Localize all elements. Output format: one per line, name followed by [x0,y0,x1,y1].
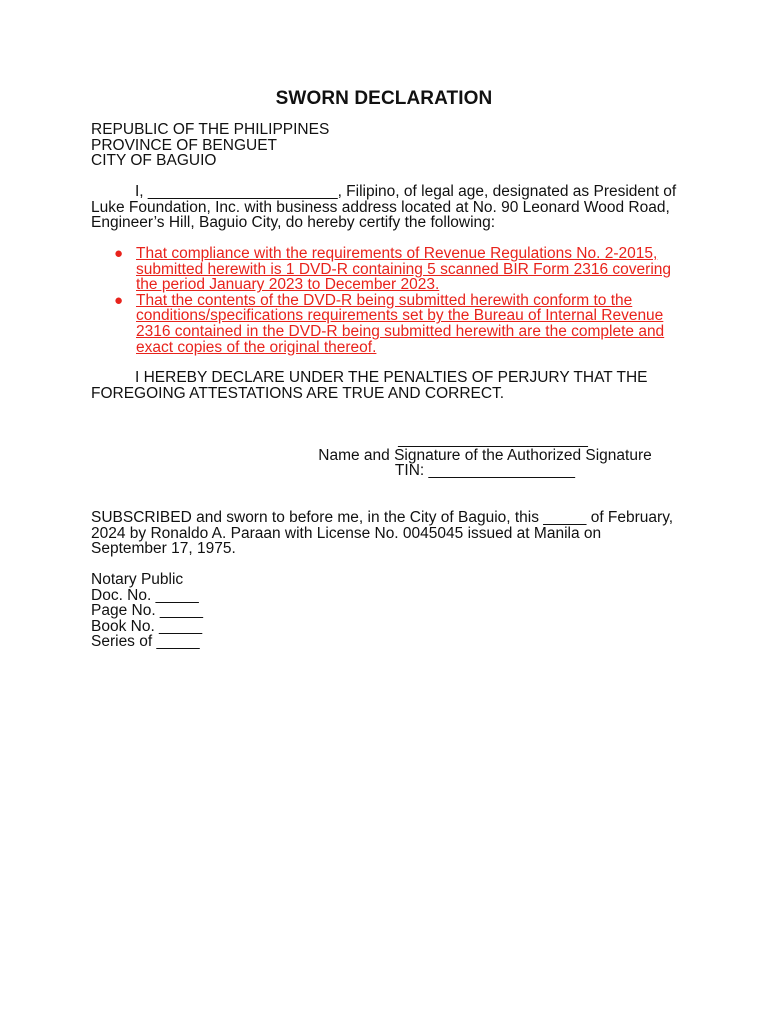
subscribed-paragraph: SUBSCRIBED and sworn to before me, in the City of Baguio, this _____ of February, 2024 by Ronaldo A. Paraan with License No. 0045045 issued at Manila on September 17, 1975. [91,509,674,558]
venue-line-province: PROVINCE OF BENGUET [91,136,278,154]
page-no-field: Page No. _____ [91,602,204,620]
venue-line-republic: REPUBLIC OF THE PHILIPPINES [91,121,330,138]
doc-no-field: Doc. No. _____ [91,586,199,604]
signature-label: Name and Signature of the Authorized Signature [318,446,652,464]
declaration-text: I HEREBY DECLARE UNDER THE PENALTIES OF PERJURY THAT THE FOREGOING ATTESTATIONS ARE TRUE AND CORRECT. [91,369,648,402]
notary-title: Notary Public [91,571,184,588]
attestation-list [91,246,691,355]
notary-block [91,572,681,650]
bullet-icon: ● [114,245,124,262]
tin-field: TIN: _________________ [394,462,576,480]
signature-line: ______________________ [398,431,588,448]
attestation-item [91,293,691,355]
document-title: SWORN DECLARATION [275,88,493,109]
attestation-item [91,246,691,293]
intro-paragraph [91,184,681,231]
book-no-field: Book No. _____ [91,617,203,635]
series-field: Series of _____ [91,633,200,651]
venue-line-city: CITY OF BAGUIO [91,152,217,170]
signature-block [300,432,670,479]
declaration-paragraph [91,370,681,401]
attestation-text-1: That compliance with the requirements of Revenue Regulations No. 2-2015, submitted herewith is 1 DVD-R containing 5 scanned BIR Form 2316 covering the period January 2023 to December 2023. [136,245,672,294]
attestation-text-2: That the contents of the DVD-R being submitted herewith conform to the conditions/specifications requirements set by the Bureau of Internal Revenue 2316 contained in the DVD-R being submitted herewith are the complete and exact copies of the original thereof. [136,291,665,356]
bullet-icon: ● [114,291,124,309]
venue-block [91,122,681,169]
intro-text: I, ______________________, Filipino, of legal age, designated as President of Luke Foundation, Inc. with business address located at No. 90 Leonard Wood Road, Engineer’s Hill, Baguio City, do hereby certify the following: [91,183,677,232]
